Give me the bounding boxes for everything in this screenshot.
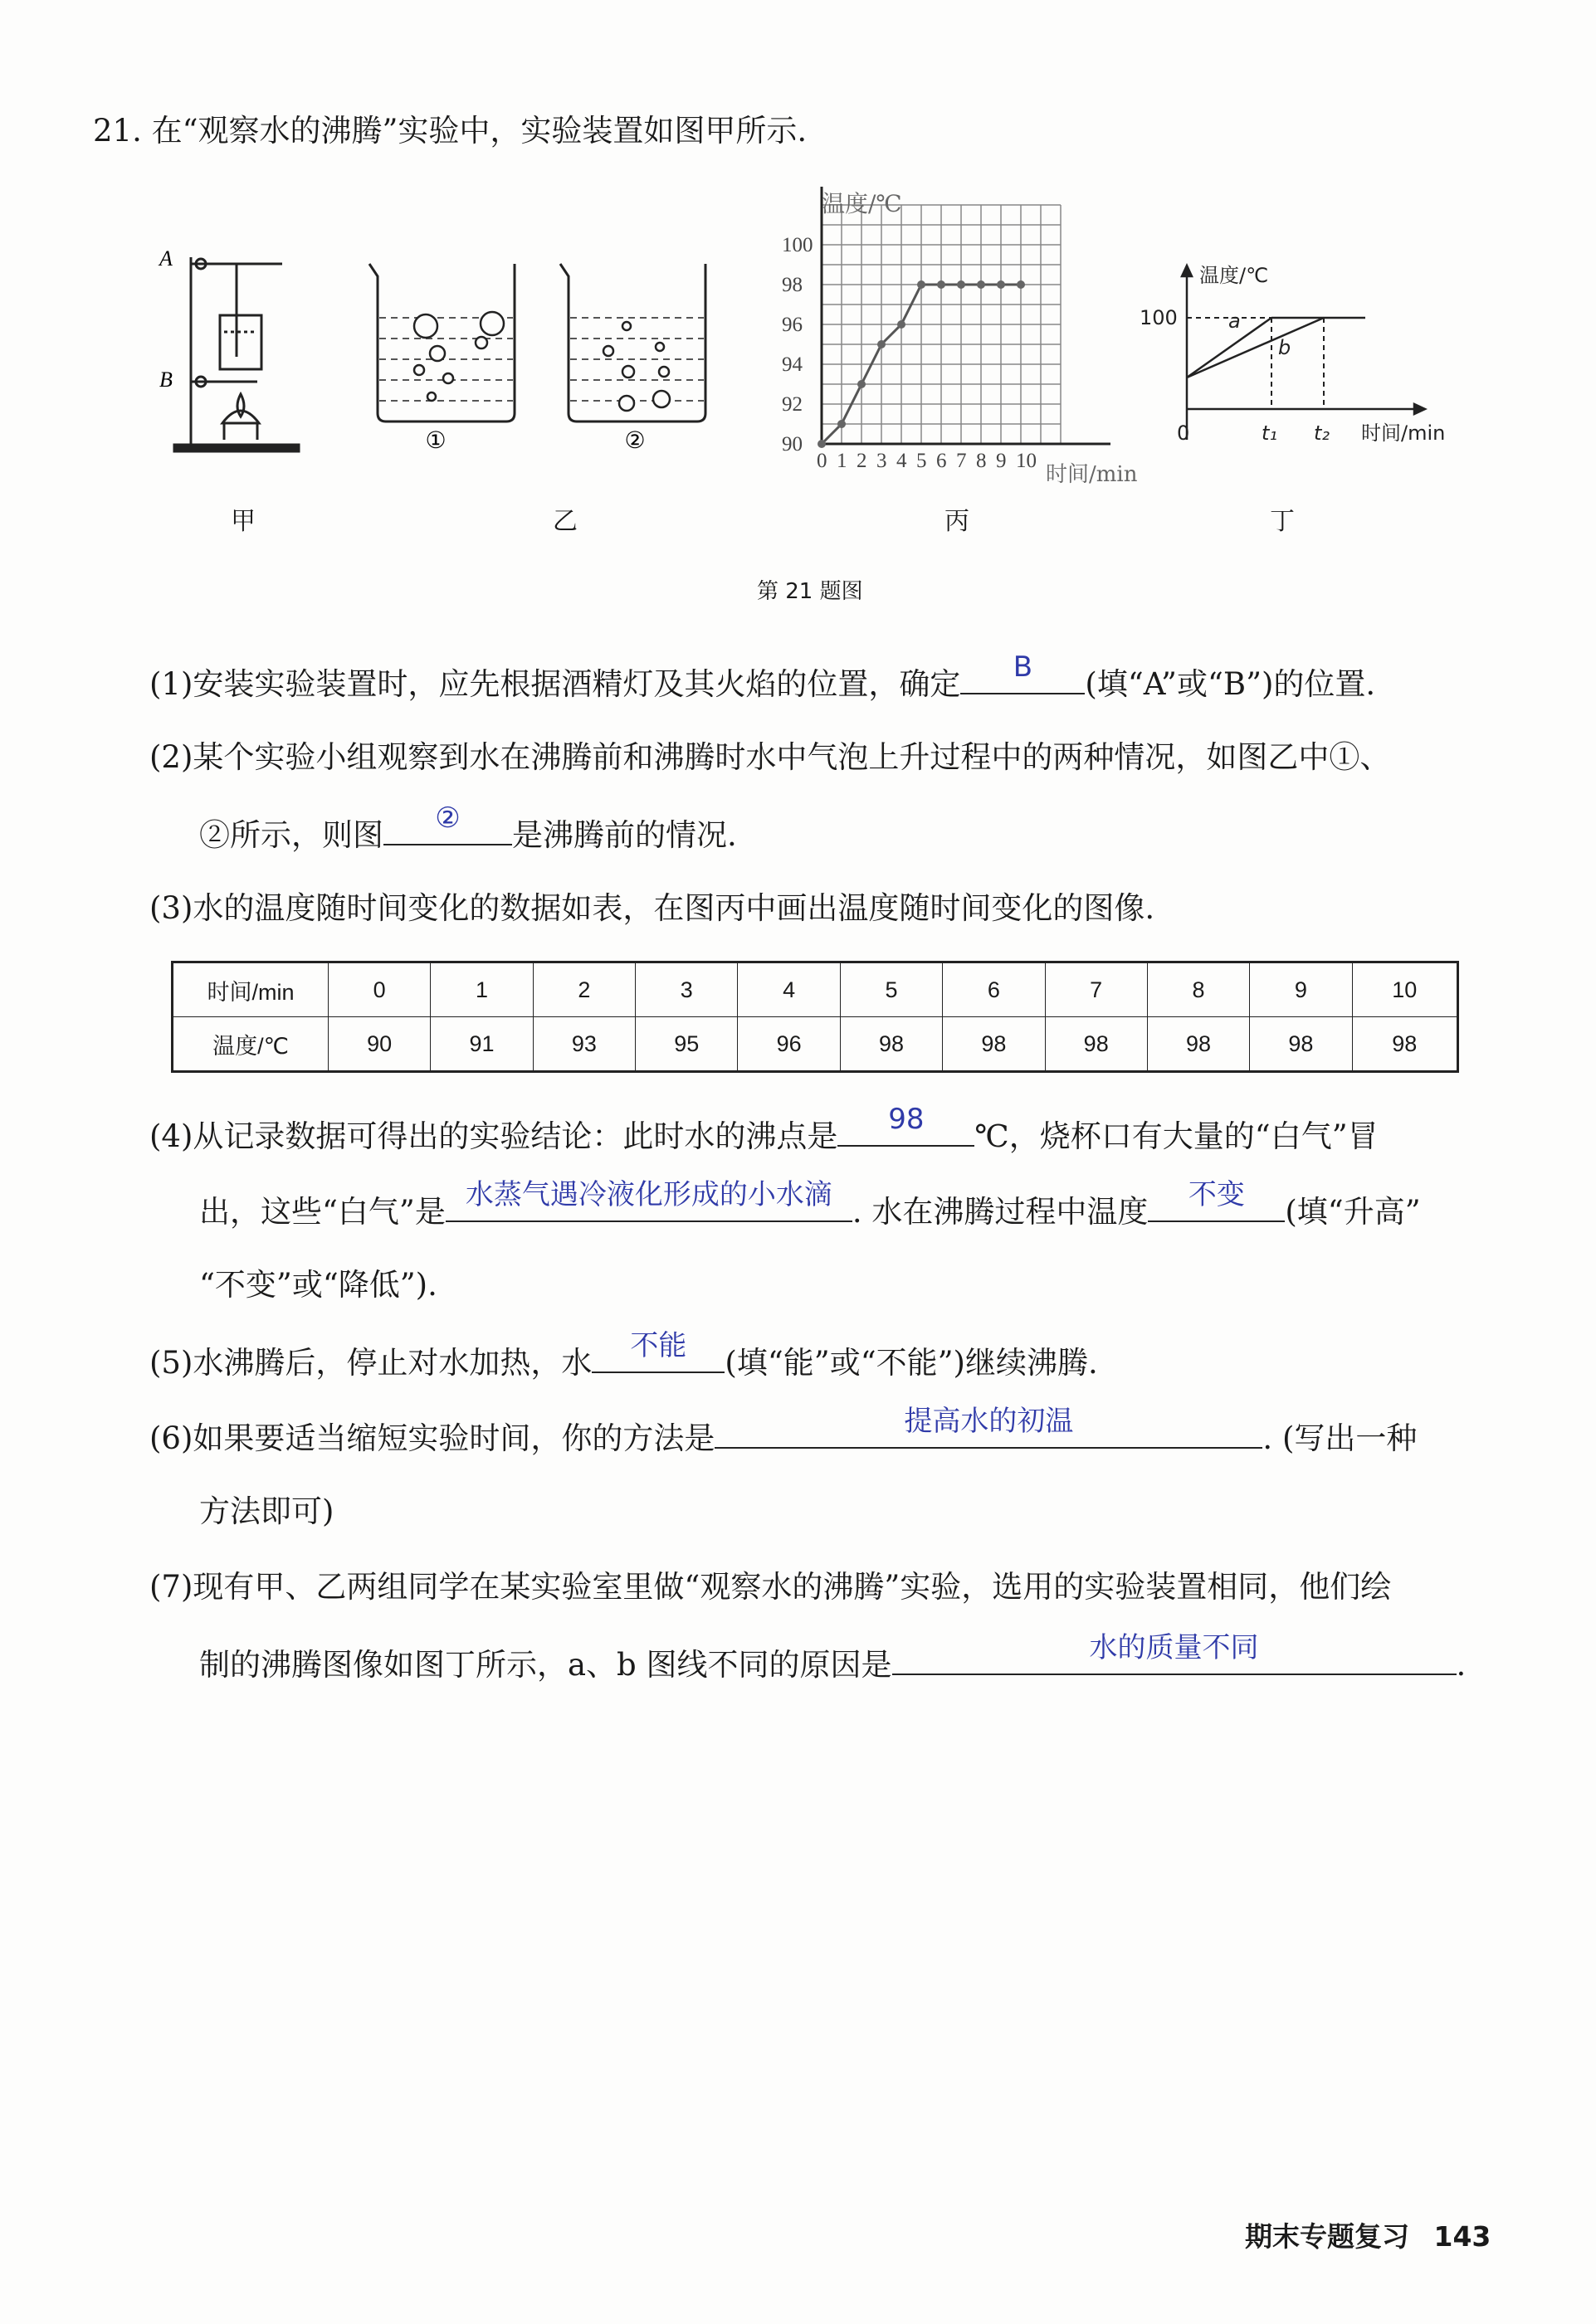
beaker-1-label: ①	[425, 426, 447, 454]
y-tick-label: 94	[782, 353, 803, 376]
part-4-line3: “不变”或“降低”).	[199, 1267, 437, 1303]
ding-t1: t₁	[1262, 421, 1278, 445]
blank-6[interactable]	[715, 1405, 1262, 1449]
data-point	[957, 280, 965, 289]
x-tick-label: 6	[936, 450, 947, 472]
figure-caption: 第 21 题图	[757, 579, 863, 604]
x-tick-label: 3	[876, 450, 887, 472]
ding-line-b: b	[1278, 336, 1291, 359]
data-point	[1017, 280, 1025, 289]
part-6-line1: (6)如果要适当缩短实验时间，你的方法是 提高水的初温 . (写出一种	[149, 1415, 1417, 1459]
x-tick-label: 4	[896, 450, 907, 472]
figure-ding-graph	[1133, 261, 1473, 460]
y-tick-label: 96	[782, 314, 803, 336]
label-a: A	[159, 246, 173, 270]
data-point	[837, 420, 846, 428]
figure-yi-beakers	[361, 256, 735, 455]
footer-title: 期末专题复习	[1245, 2220, 1409, 2253]
x-tick-label: 8	[976, 450, 987, 472]
x-axis-label: 时间/min	[1046, 462, 1138, 487]
table-row-temp: 温度/℃ 90 91 93 95 96 98 98 98 98 98 98	[173, 1017, 1458, 1072]
fig-label-ding: 丁	[1270, 507, 1295, 536]
ding-ylabel: 温度/℃	[1199, 264, 1269, 287]
blank-5[interactable]	[592, 1329, 725, 1373]
x-tick-label: 5	[916, 450, 927, 472]
part-2-line1: (2)某个实验小组观察到水在沸腾前和沸腾时水中气泡上升过程中的两种情况，如图乙中①、	[149, 739, 1391, 775]
answer-2: ②	[435, 801, 461, 835]
figure-jia-apparatus	[158, 241, 324, 456]
question-stem: 21. 在“观察水的沸腾”实验中，实验装置如图甲所示.	[93, 113, 808, 149]
table-header-temp: 温度/℃	[173, 1017, 329, 1072]
blank-4c[interactable]	[1148, 1178, 1285, 1222]
answer-1: B	[1013, 650, 1033, 684]
blank-1[interactable]	[960, 650, 1085, 694]
y-axis-label: 温度/℃	[822, 190, 902, 217]
data-point	[877, 340, 886, 348]
blank-2[interactable]	[383, 801, 512, 845]
ding-t2: t₂	[1314, 421, 1330, 445]
answer-6: 提高水的初温	[904, 1405, 1074, 1438]
data-point	[937, 280, 945, 289]
answer-4b: 水蒸气遇冷液化形成的小水滴	[465, 1178, 832, 1211]
data-point	[997, 280, 1005, 289]
answer-7: 水的质量不同	[1089, 1631, 1259, 1664]
part-1: (1)安装实验装置时，应先根据酒精灯及其火焰的位置，确定 B (填“A”或“B”)的位置.	[149, 661, 1375, 705]
fig-label-bing: 丙	[944, 507, 969, 536]
ding-line-a: a	[1228, 309, 1241, 333]
ding-origin: 0	[1177, 421, 1190, 445]
part-4-line2: 出，这些“白气”是 水蒸气遇冷液化形成的小水滴 . 水在沸腾过程中温度 不变 (填“升高”	[199, 1189, 1421, 1233]
data-point	[857, 380, 866, 388]
table-row-time: 时间/min 0 1 2 3 4 5 6 7 8 9 10	[173, 962, 1458, 1017]
data-point	[897, 320, 905, 329]
part-7-line2: 制的沸腾图像如图丁所示，a、b 图线不同的原因是 水的质量不同 .	[199, 1642, 1466, 1686]
table-header-time: 时间/min	[173, 962, 329, 1017]
part-4-line1: (4)从记录数据可得出的实验结论：此时水的沸点是 98 ℃，烧杯口有大量的“白气”冒	[149, 1113, 1379, 1157]
data-table	[171, 961, 1459, 1073]
x-tick-label: 1	[837, 450, 847, 472]
x-tick-label: 10	[1016, 450, 1037, 472]
ding-y100: 100	[1140, 306, 1178, 329]
answer-5: 不能	[630, 1329, 687, 1362]
blank-4a[interactable]	[837, 1103, 974, 1147]
blank-4b[interactable]	[446, 1178, 852, 1222]
fig-label-jia: 甲	[231, 507, 256, 536]
data-point	[917, 280, 925, 289]
y-tick-label: 92	[782, 393, 803, 416]
footer	[1245, 2215, 1491, 2254]
label-b: B	[159, 368, 173, 392]
blank-7[interactable]	[892, 1631, 1457, 1675]
y-tick-label: 100	[782, 234, 813, 256]
answer-4c: 不变	[1188, 1178, 1245, 1211]
data-point	[977, 280, 985, 289]
x-tick-label: 7	[956, 450, 967, 472]
y-tick-label: 98	[782, 274, 803, 296]
fig-label-yi: 乙	[553, 507, 578, 536]
x-tick-label: 0	[817, 450, 827, 472]
part-3: (3)水的温度随时间变化的数据如表，在图丙中画出温度随时间变化的图像.	[149, 890, 1155, 926]
beaker-2-label: ②	[624, 426, 646, 454]
part-7-line1: (7)现有甲、乙两组同学在某实验室里做“观察水的沸腾”实验，选用的实验装置相同，他们绘	[149, 1569, 1392, 1605]
part-5: (5)水沸腾后，停止对水加热，水 不能 (填“能”或“不能”)继续沸腾.	[149, 1340, 1098, 1384]
part-2-line2: ②所示，则图 ② 是沸腾前的情况.	[199, 812, 737, 856]
y-tick-label: 90	[782, 433, 803, 456]
data-point	[818, 440, 826, 448]
x-tick-label: 2	[857, 450, 867, 472]
figure-bing-chart	[764, 187, 1162, 494]
x-tick-label: 9	[996, 450, 1007, 472]
page-number: 143	[1433, 2220, 1491, 2253]
part-6-line2: 方法即可)	[199, 1493, 334, 1529]
answer-4a: 98	[888, 1103, 925, 1136]
ding-xlabel: 时间/min	[1361, 421, 1446, 445]
